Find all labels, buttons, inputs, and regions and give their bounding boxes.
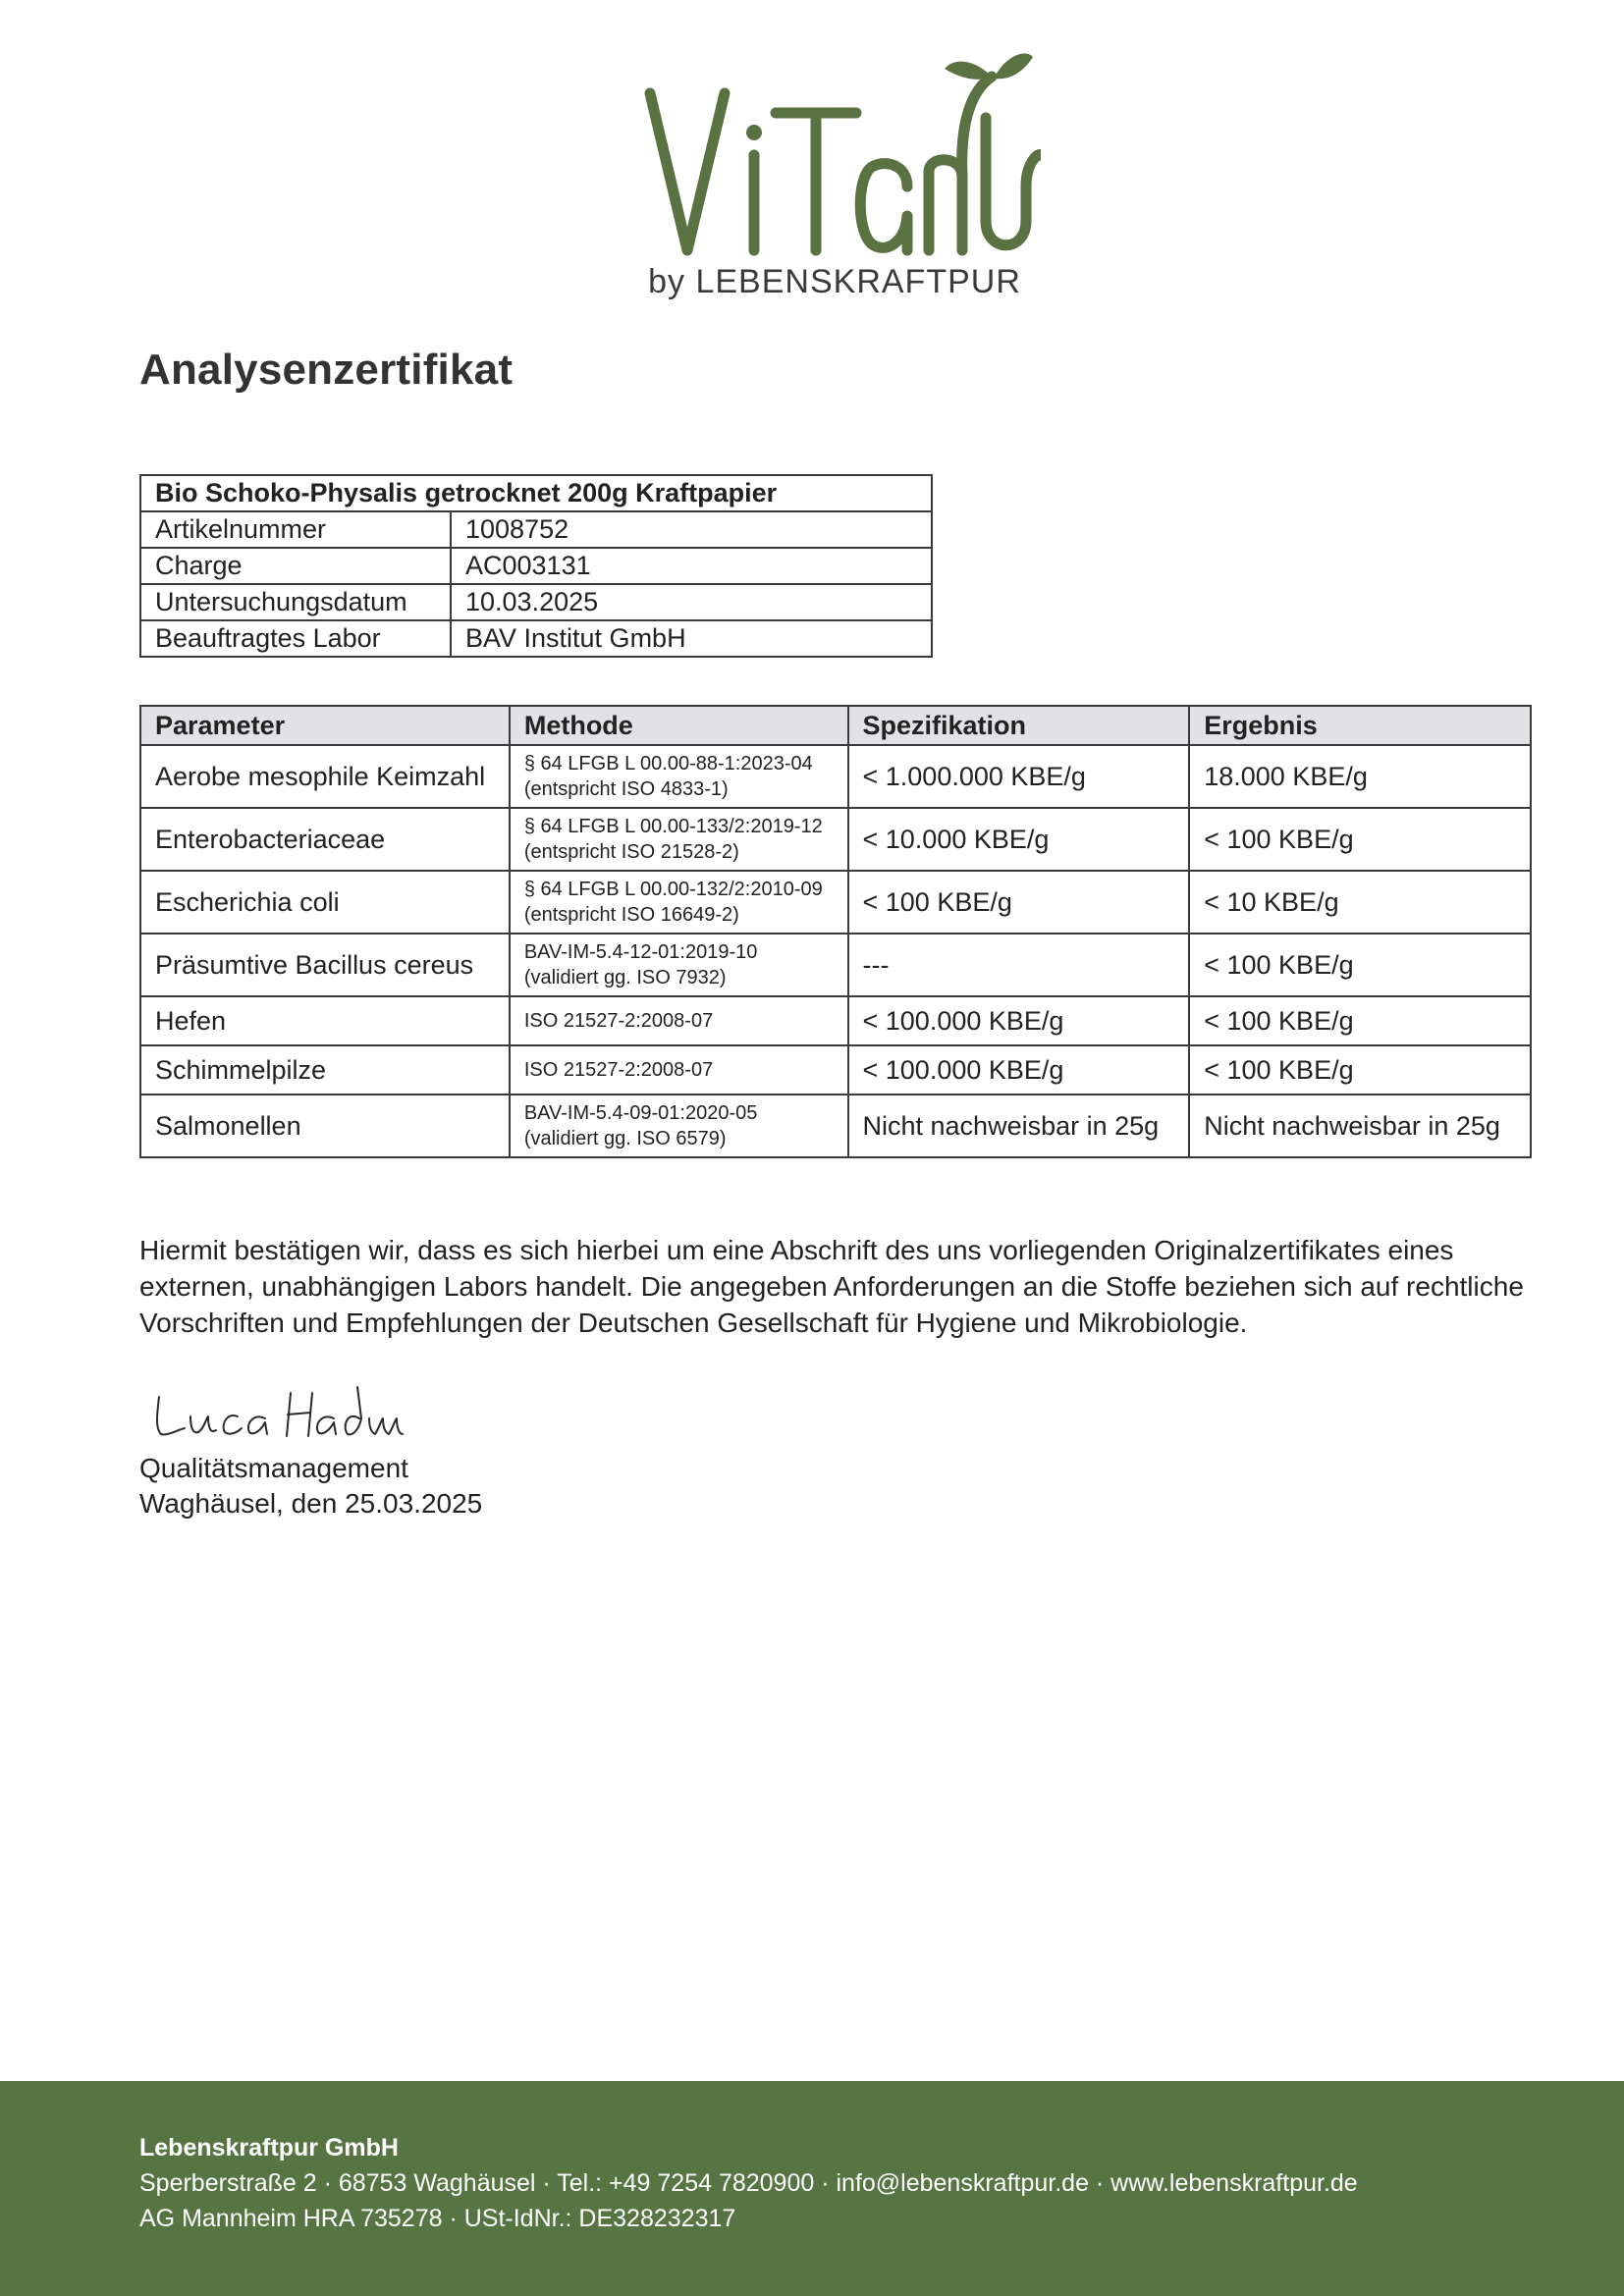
result-cell: Nicht nachweisbar in 25g [1189,1095,1531,1157]
method-cell: § 64 LFGB L 00.00-88-1:2023-04 (entspricht ISO 4833-1) [510,745,848,808]
info-label: Charge [140,548,451,584]
product-name-row [140,475,932,511]
method-cell: § 64 LFGB L 00.00-132/2:2010-09 (entspricht ISO 16649-2) [510,871,848,934]
specification-cell: < 100 KBE/g [848,871,1190,934]
parameter-cell: Salmonellen [140,1095,510,1157]
footer-register: AG Mannheim HRA 735278 · USt-IdNr.: DE328232317 [139,2205,736,2232]
info-value: AC003131 [451,548,932,584]
specification-cell: < 10.000 KBE/g [848,808,1190,871]
info-label: Artikelnummer [140,511,451,548]
confirmation-statement: Hiermit bestätigen wir, dass es sich hierbei um eine Abschrift des uns vorliegenden Originalzertifikates eines externen, unabhängigen Labors handelt. Die angegeben Anforderungen an die Stoffe beziehen sich auf rechtliche Vorschriften und Empfehlungen der Deutschen Gesellschaft für Hygiene und Mikrobiologie. [139,1235,1524,1338]
company-footer [0,2081,1624,2296]
analysis-header-row [140,706,1531,745]
method-cell: § 64 LFGB L 00.00-133/2:2019-12 (entspricht ISO 21528-2) [510,808,848,871]
column-header-method: Methode [510,706,848,745]
info-value: 10.03.2025 [451,584,932,620]
specification-cell: < 1.000.000 KBE/g [848,745,1190,808]
parameter-cell: Präsumtive Bacillus cereus [140,934,510,996]
analysis-table [139,705,1532,1158]
specification-cell: --- [848,934,1190,996]
info-value: 1008752 [451,511,932,548]
analysis-row [140,1095,1531,1157]
analysis-row [140,996,1531,1045]
product-info-table [139,474,933,658]
product-name: Bio Schoko-Physalis getrocknet 200g Kraftpapier [140,475,932,511]
specification-cell: Nicht nachweisbar in 25g [848,1095,1190,1157]
result-cell: < 100 KBE/g [1189,808,1531,871]
method-cell: ISO 21527-2:2008-07 [510,996,848,1045]
column-header-specification: Spezifikation [848,706,1190,745]
handwritten-signature [147,1379,422,1448]
analysis-row [140,808,1531,871]
info-label: Beauftragtes Labor [140,620,451,657]
vitanur-logo-graphic [628,39,1041,304]
method-cell: ISO 21527-2:2008-07 [510,1045,848,1095]
vitanur-logo [628,39,1041,304]
parameter-cell: Aerobe mesophile Keimzahl [140,745,510,808]
column-header-result: Ergebnis [1189,706,1531,745]
result-cell: < 100 KBE/g [1189,934,1531,996]
document-title: Analysenzertifikat [139,346,514,394]
method-cell: BAV-IM-5.4-12-01:2019-10 (validiert gg. ISO 7932) [510,934,848,996]
info-value: BAV Institut GmbH [451,620,932,657]
parameter-cell: Schimmelpilze [140,1045,510,1095]
info-label: Untersuchungsdatum [140,584,451,620]
analysis-row [140,1045,1531,1095]
analysis-row [140,871,1531,934]
parameter-cell: Escherichia coli [140,871,510,934]
analysis-row [140,934,1531,996]
info-row [140,584,932,620]
info-row [140,548,932,584]
footer-address: Sperberstraße 2 · 68753 Waghäusel · Tel.: +49 7254 7820900 · info@lebenskraftpur.de · www.lebenskraftpur.de [139,2169,1358,2197]
parameter-cell: Enterobacteriaceae [140,808,510,871]
method-cell: BAV-IM-5.4-09-01:2020-05 (validiert gg. ISO 6579) [510,1095,848,1157]
result-cell: 18.000 KBE/g [1189,745,1531,808]
analysis-row [140,745,1531,808]
info-row [140,620,932,657]
specification-cell: < 100.000 KBE/g [848,1045,1190,1095]
column-header-parameter: Parameter [140,706,510,745]
signature-graphic [147,1379,422,1448]
footer-company-name: Lebenskraftpur GmbH [139,2134,399,2162]
place-and-date: Waghäusel, den 25.03.2025 [139,1488,483,1519]
parameter-cell: Hefen [140,996,510,1045]
specification-cell: < 100.000 KBE/g [848,996,1190,1045]
result-cell: < 100 KBE/g [1189,996,1531,1045]
info-row [140,511,932,548]
signatory-role: Qualitätsmanagement [139,1453,408,1483]
logo-tagline: by LEBENSKRAFTPUR [648,263,1021,300]
result-cell: < 10 KBE/g [1189,871,1531,934]
result-cell: < 100 KBE/g [1189,1045,1531,1095]
